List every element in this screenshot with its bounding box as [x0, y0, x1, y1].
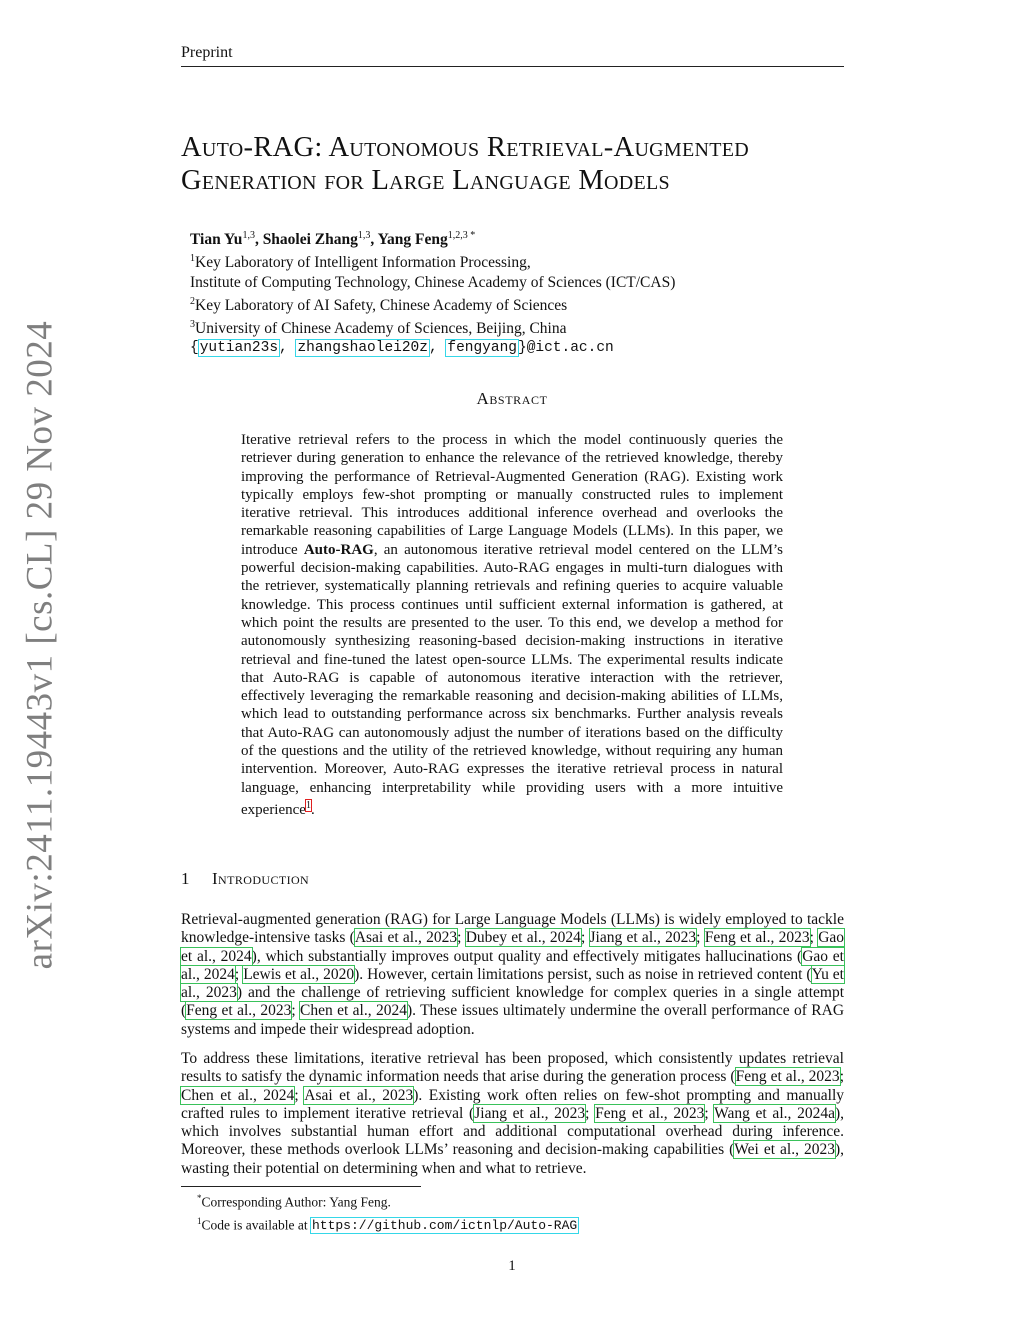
- footnote-code: [197, 1212, 578, 1236]
- citation-separator: ;: [291, 1002, 301, 1020]
- citation-link[interactable]: Gao et al., 2024: [181, 929, 845, 965]
- citation-link[interactable]: Wei et al., 2023: [734, 1141, 835, 1159]
- abstract-text: , an autonomous iterative retrieval model centered on the LLM’s powerful decision-making capabilities. Auto-RAG engages in multi-turn dialogues with the retriever, systematically planning retrievals and refining queries to acquire valuable knowledge. This process continues until sufficient external information is gathered, at which point the results are presented to the user. To this end, we develop a method for autonomously synthesizing reasoning-based decision-making instructions in iterative retrieval and fine-tuned the latest open-source LLMs. The experimental results indicate that Auto-RAG is capable of autonomous iterative interaction with the retriever, effectively leveraging the remarkable reasoning and decision-making abilities of LLMs, which lead to outstanding performance across six benchmarks. Further analysis reveals that Auto-RAG can autonomously adjust the number of iterations based on the difficulty of the questions and the utility of the retrieved knowledge, without requiring any human intervention. Moreover, Auto-RAG expresses the iterative retrieval process in natural language, enhancing interpretability while providing users with a more intuitive experience: [241, 541, 783, 818]
- abstract-heading: Abstract: [476, 389, 548, 408]
- citation-separator: ;: [580, 929, 590, 947]
- author-affiliation-mark: 1,2,3 *: [447, 230, 476, 241]
- author-emails: [190, 339, 840, 358]
- footnote-mark: 1: [197, 1215, 202, 1226]
- citation-link[interactable]: Jiang et al., 2023: [474, 1104, 586, 1122]
- citation-link[interactable]: Wang et al., 2024a: [714, 1104, 835, 1122]
- author-names: Tian Yu$^{1,3}$, Shaolei Zhang$^{1,3}$, Yang Feng$^{1,2,3 *}$: [190, 230, 476, 249]
- footnote-mark: *: [197, 1193, 202, 1203]
- author-affiliation-mark: 1,3: [242, 230, 255, 241]
- author-affiliation-mark: 1,3: [357, 230, 371, 241]
- paragraph-text: To address these limitations, iterative retrieval has been proposed, which consistently updates retrieval results to satisfy the dynamic information needs that arise during the generation process (: [181, 1050, 844, 1086]
- citation-link[interactable]: Feng et al., 2023: [595, 1104, 705, 1122]
- running-header: Preprint: [181, 44, 233, 61]
- footnote-link[interactable]: 1: [305, 799, 311, 811]
- email-link[interactable]: yutian23s: [199, 339, 279, 356]
- section-heading-introduction: [181, 869, 309, 889]
- email-separator: ,: [428, 339, 447, 356]
- affiliation: [190, 315, 840, 338]
- citation-link[interactable]: Chen et al., 2024: [300, 1002, 407, 1020]
- abstract-text: Iterative retrieval refers to the process in which the model continuously queries the retriever during generation to enhance the relevance of the retrieved knowledge, thereby improving the performance of Retrieval-Augmented Generation (RAG). Existing work typically employs few-shot prompting or manually constructed rules to implement iterative retrieval. This introduces additional inference overhead and overlooks the remarkable reasoning capabilities of Large Language Models (LLMs). In this paper, we introduce: [241, 432, 783, 558]
- abstract-body: [241, 431, 783, 819]
- intro-paragraph-2: [181, 1050, 844, 1178]
- affiliation: [190, 292, 840, 315]
- page-number: 1: [508, 1258, 516, 1274]
- author-block: [190, 226, 840, 358]
- title-line-1: Auto-RAG: Autonomous Retrieval-Augmented: [181, 132, 750, 163]
- section-title: Introduction: [212, 869, 310, 888]
- citation-separator: ;: [234, 965, 244, 983]
- footnote-text: Corresponding Author: Yang Feng.: [201, 1194, 391, 1210]
- email-brace: {: [190, 339, 199, 356]
- paragraph-text: ), wasting their potential on determining when and what to retrieve.: [181, 1141, 844, 1177]
- affiliation-text: Key Laboratory of AI Safety, Chinese Academy of Sciences: [195, 297, 568, 315]
- affiliation: [190, 249, 840, 272]
- section-number: 1: [181, 869, 190, 888]
- intro-paragraph-1: [181, 911, 844, 1039]
- paper-title: [181, 131, 861, 197]
- author-name: Yang Feng: [377, 231, 448, 249]
- paragraph-text: ), which involves substantial human effort and additional computational overhead during inference. Moreover, these methods overlook LLMs’ reasoning and decision-making capabilities (: [181, 1104, 844, 1159]
- citation-link[interactable]: Gao et al., 2024: [181, 947, 844, 983]
- footnotes: [197, 1189, 578, 1235]
- paragraph-text: Retrieval-augmented generation (RAG) for Large Language Models (LLMs) is widely employed to tackle knowledge-intensive tasks (: [181, 911, 844, 947]
- paragraph-text: ). These issues ultimately undermine the overall performance of RAG systems and impede their widespread adoption.: [181, 1002, 845, 1038]
- citation-separator: ;: [839, 1068, 844, 1086]
- paragraph-text: ). However, certain limitations persist, such as noise in retrieved content (: [354, 965, 812, 983]
- author-name: Shaolei Zhang: [262, 231, 358, 249]
- abstract-end: .: [310, 801, 315, 818]
- affiliation-mark: 3: [190, 319, 195, 331]
- citation-separator: ;: [696, 929, 705, 947]
- citation-separator: ;: [294, 1086, 305, 1104]
- title-line-2: Generation for Large Language Models: [181, 165, 670, 196]
- citation-link[interactable]: Feng et al., 2023: [704, 929, 810, 947]
- abstract-model-name: Auto-RAG: [303, 541, 374, 558]
- affiliation-text: Key Laboratory of Intelligent Information Processing,: [195, 254, 531, 272]
- footnote-text: Code is available at: [201, 1217, 311, 1232]
- code-url-link[interactable]: https://github.com/ictnlp/Auto-RAG: [311, 1218, 578, 1233]
- citation-link[interactable]: Feng et al., 2023: [186, 1002, 292, 1020]
- email-separator: ,: [279, 339, 297, 356]
- citation-link[interactable]: Chen et al., 2024: [181, 1086, 295, 1104]
- affiliation-mark: 1: [190, 253, 195, 265]
- affiliation-mark: 2: [190, 295, 195, 307]
- citation-link[interactable]: Jiang et al., 2023: [589, 929, 697, 947]
- affiliation-continued: Institute of Computing Technology, Chinese Academy of Sciences (ICT/CAS): [190, 273, 676, 291]
- citation-link[interactable]: Lewis et al., 2020: [243, 965, 355, 983]
- citation-link[interactable]: Dubey et al., 2024: [465, 929, 581, 947]
- citation-separator: ;: [704, 1104, 715, 1122]
- footnote-rule: [181, 1186, 421, 1187]
- paragraph-text: ). Existing work often relies on few-shot prompting and manually crafted rules to implement iterative retrieval (: [181, 1086, 844, 1122]
- citation-link[interactable]: Asai et al., 2023: [354, 929, 458, 947]
- email-link[interactable]: fengyang: [447, 339, 517, 356]
- email-link[interactable]: zhangshaolei20z: [297, 339, 428, 356]
- arxiv-identifier-stamp: arXiv:2411.19443v1 [cs.CL] 29 Nov 2024: [19, 320, 61, 970]
- paragraph-text: ), which substantially improves output quality and effectively mitigates hallucinations (: [251, 947, 803, 965]
- paragraph-text: ) and the challenge of retrieving sufficient knowledge for complex queries in a single attempt (: [181, 984, 845, 1020]
- citation-link[interactable]: Asai et al., 2023: [304, 1086, 414, 1104]
- footnote-corresponding-author: [197, 1189, 578, 1212]
- citation-separator: ;: [585, 1104, 596, 1122]
- email-domain: }@ict.ac.cn: [518, 339, 614, 356]
- citation-separator: ;: [809, 929, 819, 947]
- author-name: Tian Yu: [190, 231, 243, 249]
- citation-link[interactable]: Feng et al., 2023: [735, 1068, 840, 1086]
- citation-separator: ;: [457, 929, 466, 947]
- citation-link[interactable]: Yu et al., 2023: [181, 965, 844, 1002]
- header-rule: [181, 66, 844, 67]
- affiliation-text: University of Chinese Academy of Sciences, Beijing, China: [195, 320, 567, 338]
